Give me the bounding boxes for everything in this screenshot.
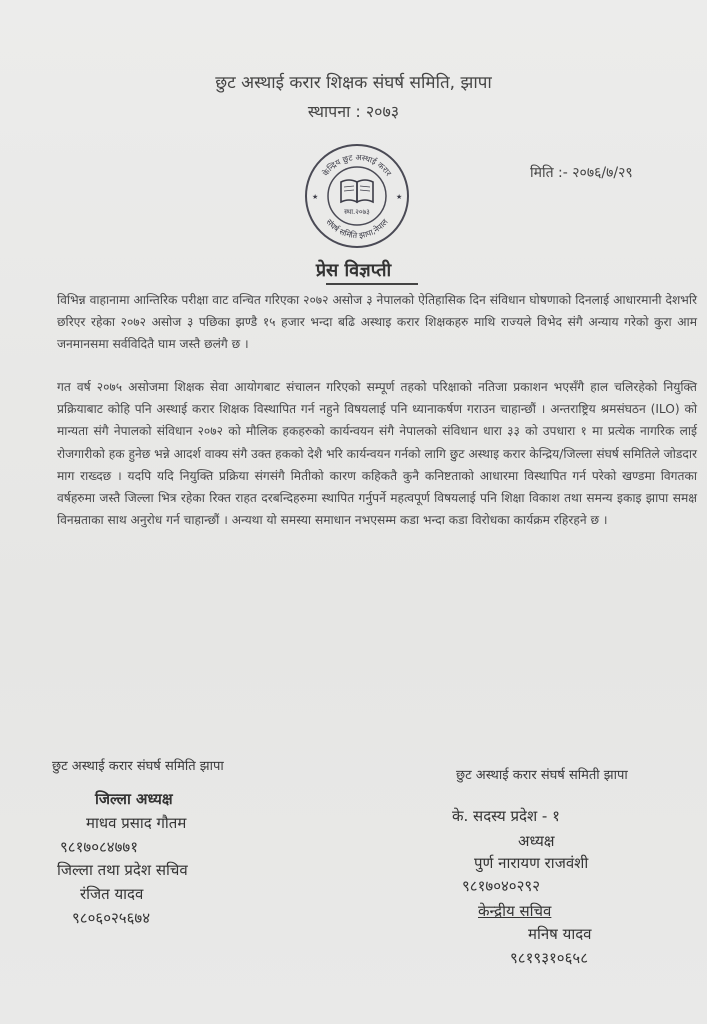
left-signature-org: छुट अस्थाई करार संघर्ष समिति झापा	[52, 759, 224, 774]
press-release-title: प्रेस विज्ञप्ती	[315, 260, 392, 281]
body-paragraph-1: विभिन्न वाहानामा आन्तिरिक परीक्षा वाट वन्चित गरिएका २०७२ असोज ३ नेपालको ऐतिहासिक दिन संविधान घोषणाको दिनलाई आधारमानी देशभरि छरिएर रहेका २०७२ असोज ३ पछिका झण्डै १५ हजार भन्दा बढि अस्थाइ करार शिक्षकहरु माथि राज्यले विभेद संगै अन्याय गरेको कुरा आम जनमानसमा सर्वविदितै घाम जस्तै छलंगै छ ।	[57, 293, 697, 352]
right-phone-2: ९८१९३१०६५८	[510, 949, 589, 967]
right-role-1: अध्यक्ष	[518, 832, 555, 850]
left-role-1: जिल्ला अध्यक्ष	[95, 790, 173, 808]
book-icon	[341, 180, 373, 202]
right-member: के. सदस्य प्रदेश - १	[452, 807, 560, 825]
star-icon: ★	[396, 193, 403, 201]
document-date: मिति :- २०७६/७/२९	[530, 165, 633, 181]
right-phone-1: ९८१७०४०२९२	[462, 877, 541, 895]
left-name-2: रंजित यादव	[80, 885, 144, 903]
left-phone-1: ९८१७०८४७७१	[60, 838, 139, 856]
right-role-2: केन्द्रीय सचिव	[478, 902, 552, 920]
body-paragraph-2: गत वर्ष २०७५ असोजमा शिक्षक सेवा आयोगबाट संचालन गरिएको सम्पूर्ण तहको परिक्षाको नतिजा प्रकाशन भएसँगै हाल चलिरहेको नियुक्ति प्रक्रियाबाट कोहि पनि अस्थाई करार शिक्षक विस्थापित गर्न नहुने विषयलाई पनि ध्यानाकर्षण गराउन चाहान्छौं । अन्तराष्ट्रिय श्रमसंघठन (ILO) को मान्यता संगै नेपालको संविधान २०७२ को मौलिक हकहरुको कार्यन्वयन संगै नेपालको संविधान धारा ३३ को उपधारा १ मा प्रत्येक नागरिक लाई रोजगारीको हक हुनेछ भन्ने आदर्श वाक्य संगै उक्त हकको देशै भरि कार्यन्वयन गर्नको लागि छुट अस्थाइ करार केन्द्रिय/जिल्ला संघर्ष समितिले जोडदार माग राख्दछ । यदपि यदि नियुक्ति प्रक्रिया संगसंगै मितीको कारण कहिकतै कुनै कनिष्टताको आधारमा विस्थापित गर्न परेको खण्डमा विगतका वर्षहरुमा जस्तै जिल्ला भित्र रहेका रिक्त राहत दरबन्दिहरुमा स्थापित गर्नुपर्ने महत्वपूर्ण विषयलाई पनि शिक्षा विकाश तथा समन्य इकाइ झापा समक्ष विनम्रताका साथ अनुरोध गर्न चाहान्छौं । अन्यथा यो समस्या समाधान नभएसम्म कडा भन्दा कडा विरोधका कार्यक्रम रहिरहने छ ।	[57, 380, 697, 528]
left-name-1: माधव प्रसाद गौतम	[86, 814, 187, 832]
title-underline	[326, 283, 418, 285]
seal-bottom-text: संघर्ष समिति झापा,नेपाल	[324, 217, 390, 241]
right-name-2: मनिष यादव	[528, 925, 592, 943]
left-role-2: जिल्ला तथा प्रदेश सचिव	[57, 861, 188, 879]
established-year: स्थापना : २०७३	[307, 102, 400, 121]
seal-center-text: स्था.२०७३	[344, 208, 370, 216]
organization-name: छुट अस्थाई करार शिक्षक संघर्ष समिति, झापा	[215, 73, 492, 93]
right-name-1: पुर्ण नारायण राजवंशी	[474, 854, 589, 872]
right-signature-org: छुट अस्थाई करार संघर्ष समिती झापा	[456, 768, 628, 783]
left-phone-2: ९८०६०२५६७४	[72, 909, 151, 927]
star-icon: ★	[312, 193, 319, 201]
organization-seal	[303, 142, 411, 250]
seal-top-text: केन्द्रिय छुट अस्थाई करार	[321, 152, 394, 178]
